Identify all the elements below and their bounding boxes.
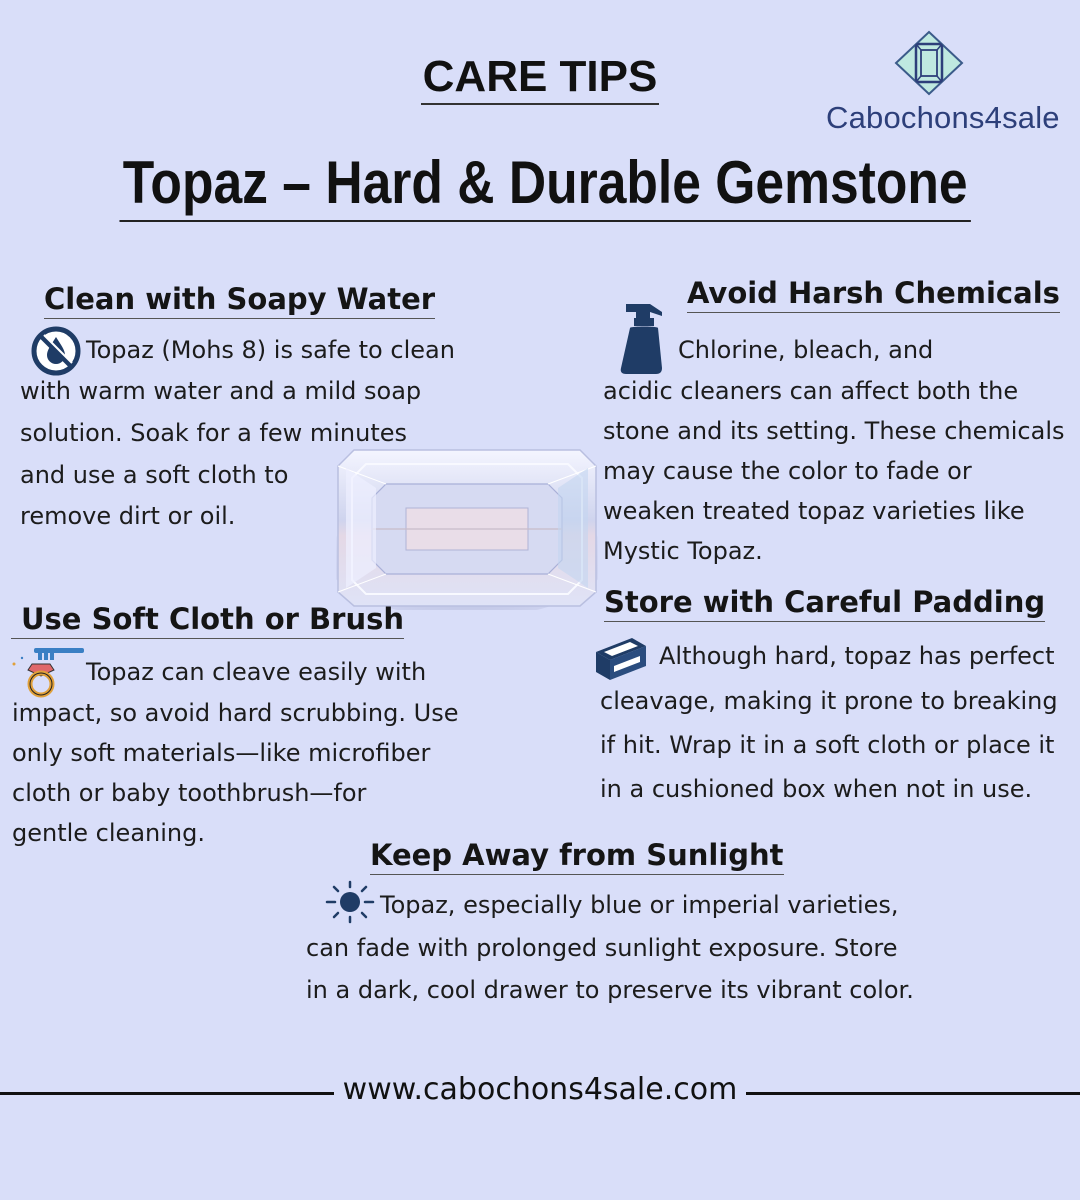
- spray-bottle-icon: [616, 298, 666, 376]
- page-title: Topaz – Hard & Durable Gemstone: [81, 148, 1010, 217]
- logo-gem-icon: [894, 30, 964, 96]
- chemicals-text-line: Chlorine, bleach, and: [678, 336, 934, 364]
- clean-heading: Clean with Soapy Water: [44, 282, 435, 319]
- clean-text-line: and use a soft cloth to: [20, 461, 289, 489]
- cloth-text-line: impact, so avoid hard scrubbing. Use: [12, 699, 459, 727]
- topaz-gemstone-image: [336, 448, 598, 610]
- cloth-text-line: Topaz can cleave easily with: [86, 658, 427, 686]
- clean-text-line: with warm water and a mild soap: [20, 377, 422, 405]
- brand-name: Cabochons4sale: [826, 100, 1060, 135]
- clean-text-line: solution. Soak for a few minutes: [20, 419, 408, 447]
- cloth-text-line: only soft materials—like microfiber: [12, 739, 431, 767]
- padding-heading: Store with Careful Padding: [604, 585, 1045, 622]
- chemicals-text-line: may cause the color to fade or: [603, 457, 972, 485]
- padding-text-line: in a cushioned box when not in use.: [600, 775, 1033, 803]
- chemicals-text-line: weaken treated topaz varieties like: [603, 497, 1025, 525]
- padding-text-line: cleavage, making it prone to breaking: [600, 687, 1058, 715]
- jewelry-box-icon: [592, 632, 648, 682]
- padding-text-line: Although hard, topaz has perfect: [659, 642, 1055, 670]
- sunlight-text-line: can fade with prolonged sunlight exposure. Store: [306, 934, 898, 962]
- chemicals-heading: Avoid Harsh Chemicals: [687, 276, 1060, 313]
- no-water-drop-icon: [31, 326, 81, 376]
- chemicals-text-line: Mystic Topaz.: [603, 537, 763, 565]
- website-url[interactable]: www.cabochons4sale.com: [342, 1072, 738, 1107]
- cloth-heading: Use Soft Cloth or Brush: [11, 602, 404, 639]
- sunlight-heading: Keep Away from Sunlight: [370, 838, 784, 875]
- clean-text-line: remove dirt or oil.: [20, 502, 236, 530]
- padding-text-line: if hit. Wrap it in a soft cloth or place it: [600, 731, 1055, 759]
- ring-toothbrush-icon: [10, 646, 86, 698]
- sunlight-text-line: Topaz, especially blue or imperial varieties,: [380, 891, 899, 919]
- cloth-text-line: gentle cleaning.: [12, 819, 205, 847]
- chemicals-text-line: acidic cleaners can affect both the: [603, 377, 1019, 405]
- care-tips-heading: CARE TIPS: [0, 52, 1080, 102]
- cloth-text-line: cloth or baby toothbrush—for: [12, 779, 367, 807]
- chemicals-text-line: stone and its setting. These chemicals: [603, 417, 1065, 445]
- clean-text-line: Topaz (Mohs 8) is safe to clean: [86, 336, 455, 364]
- sun-icon: [325, 880, 375, 924]
- sunlight-text-line: in a dark, cool drawer to preserve its vibrant color.: [306, 976, 914, 1004]
